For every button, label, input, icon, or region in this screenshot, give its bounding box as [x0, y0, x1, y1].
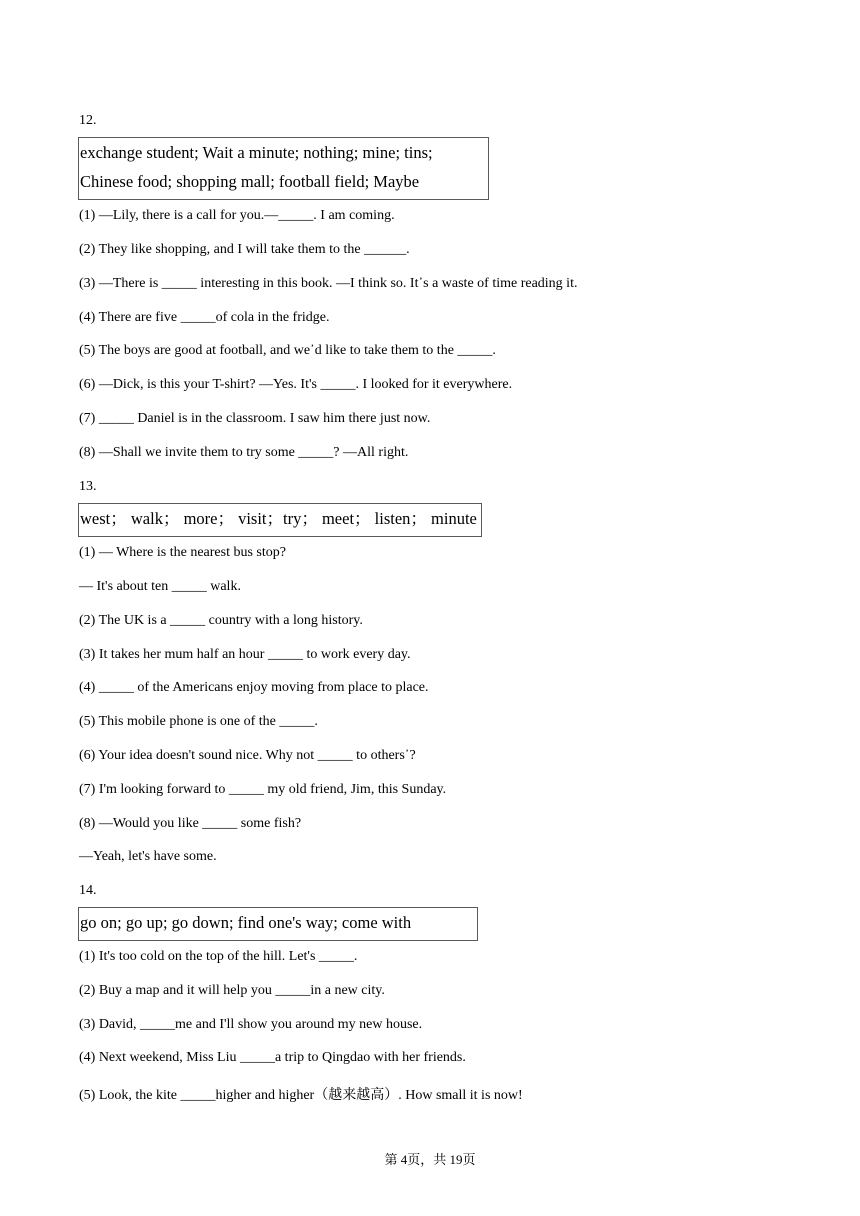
- word-box-line: west； walk； more； visit；try； meet； listen； minute: [80, 509, 477, 528]
- question-item: (5) This mobile phone is one of the _____.: [79, 714, 318, 729]
- question-item: (1) It's too cold on the top of the hill. Let's _____.: [79, 949, 358, 964]
- question-item: (1) — Where is the nearest bus stop?: [79, 545, 286, 560]
- question-item: (2) They like shopping, and I will take them to the ______.: [79, 242, 410, 257]
- word-box-line: Chinese food; shopping mall; football field; Maybe: [80, 172, 420, 191]
- question-item: (6) Your idea doesn't sound nice. Why not _____ to others᾽?: [79, 748, 416, 763]
- question-item: — It's about ten _____ walk.: [79, 579, 241, 594]
- question-item: (8) —Shall we invite them to try some _____? —All right.: [79, 445, 409, 460]
- question-item: (1) —Lily, there is a call for you.—_____. I am coming.: [79, 208, 395, 223]
- question-item: (5) Look, the kite _____higher and higher（越来越高）. How small it is now!: [79, 1088, 523, 1103]
- question-item: (5) The boys are good at football, and we᾽d like to take them to the _____.: [79, 343, 496, 358]
- question-number-12: 12.: [79, 113, 97, 128]
- question-item: —Yeah, let's have some.: [79, 849, 217, 864]
- word-box-13: [78, 503, 482, 537]
- word-box-12: [78, 137, 489, 200]
- question-item: (3) —There is _____ interesting in this book. —I think so. It᾽s a waste of time reading it.: [79, 276, 578, 291]
- question-item: (4) Next weekend, Miss Liu _____a trip to Qingdao with her friends.: [79, 1050, 466, 1065]
- question-item: (4) There are five _____of cola in the fridge.: [79, 310, 330, 325]
- question-item: (8) —Would you like _____ some fish?: [79, 816, 302, 831]
- question-item: (3) It takes her mum half an hour _____ to work every day.: [79, 647, 411, 662]
- word-box-line: go on; go up; go down; find one's way; come with: [80, 913, 412, 932]
- question-item: (4) _____ of the Americans enjoy moving from place to place.: [79, 680, 429, 695]
- question-item: (7) I'm looking forward to _____ my old friend, Jim, this Sunday.: [79, 782, 447, 797]
- question-number-14: 14.: [79, 883, 97, 898]
- question-item: (2) The UK is a _____ country with a long history.: [79, 613, 363, 628]
- question-number-13: 13.: [79, 479, 97, 494]
- question-item: (2) Buy a map and it will help you _____in a new city.: [79, 983, 385, 998]
- page-footer: 第 4页，共 19页: [384, 1152, 476, 1167]
- question-item: (3) David, _____me and I'll show you around my new house.: [79, 1017, 423, 1032]
- question-item: (7) _____ Daniel is in the classroom. I saw him there just now.: [79, 411, 431, 426]
- word-box-line: exchange student; Wait a minute; nothing; mine; tins;: [80, 143, 433, 162]
- question-item: (6) —Dick, is this your T-shirt? —Yes. It's _____. I looked for it everywhere.: [79, 377, 513, 392]
- word-box-14: [78, 907, 478, 941]
